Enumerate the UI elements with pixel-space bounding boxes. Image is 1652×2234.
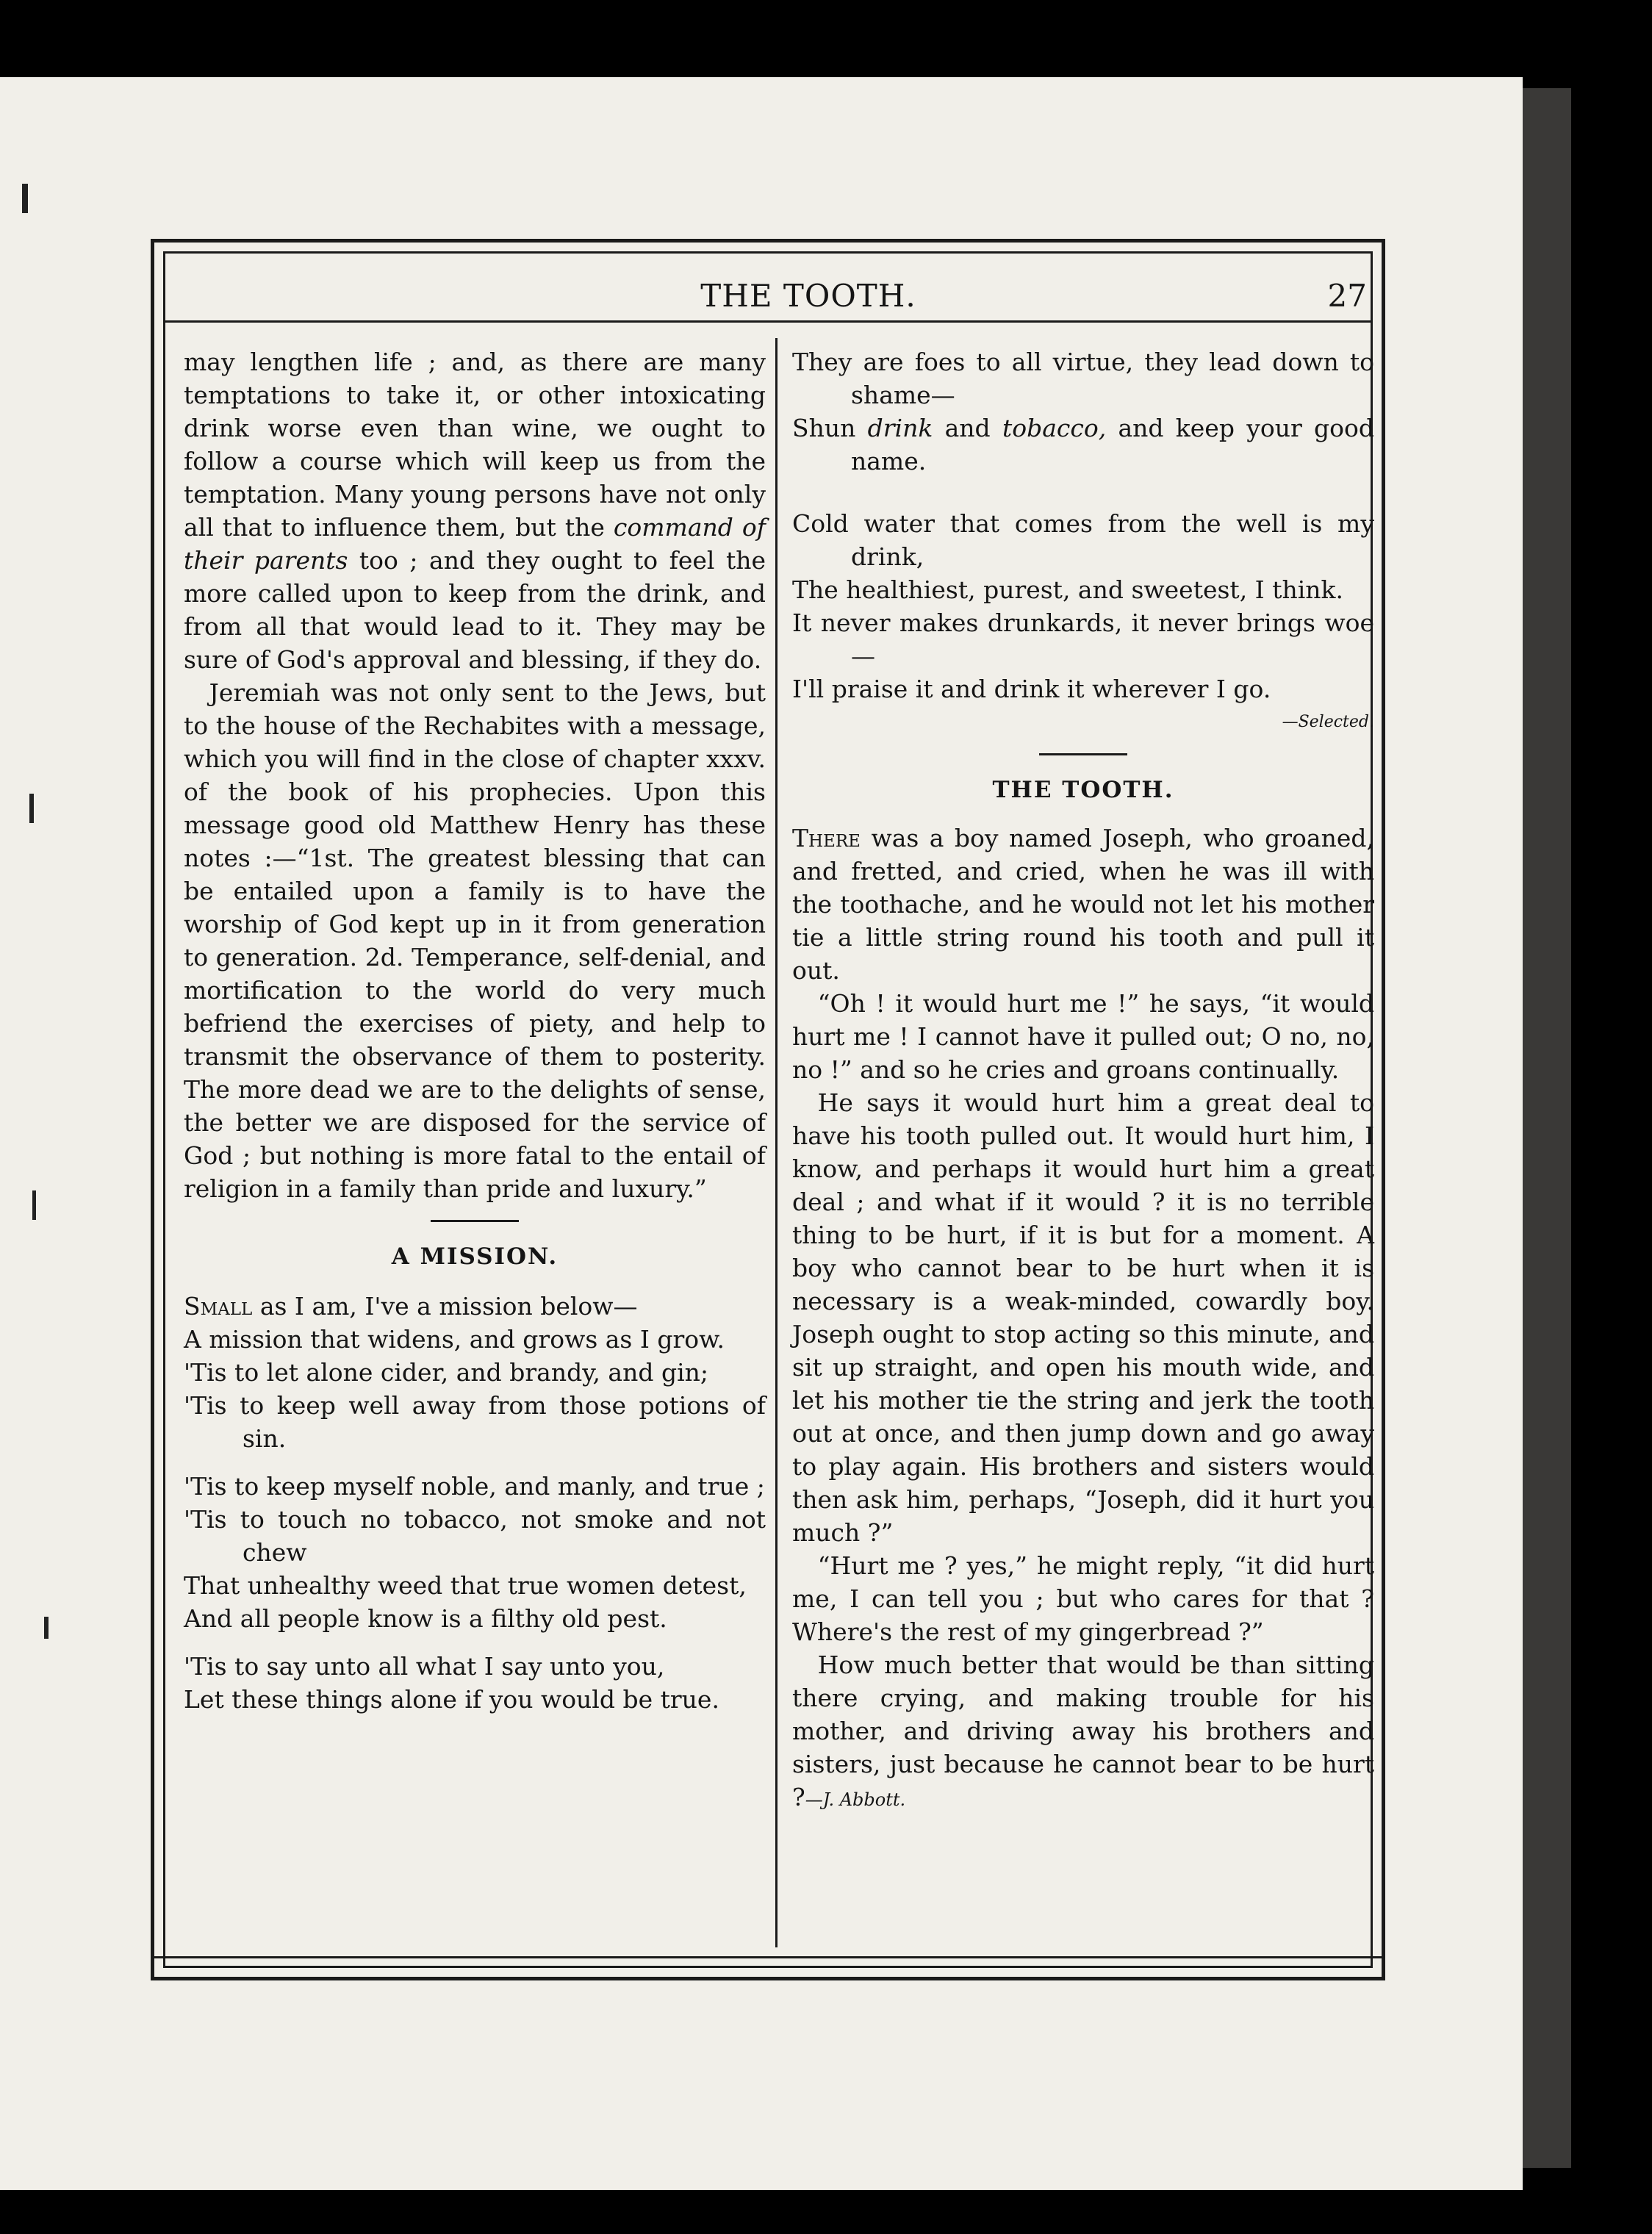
verse-line: 'Tis to say unto all what I say unto you, [184, 1652, 665, 1681]
page-number: 27 [1327, 278, 1367, 314]
verse-text: and [944, 414, 991, 442]
paragraph-text: How much better that would be than sitting there crying, and making trouble for his mother, and driving away his brothers and sisters, just because he cannot bear to be hurt ? [792, 1651, 1374, 1811]
verse-line [792, 412, 1374, 478]
scan-speck [32, 1190, 36, 1220]
paragraph: He says it would hurt him a great deal to have his tooth pulled out. It would hurt him, I know, and perhaps it would hurt him a great deal ; and what if it would ? it is no terrible thing to be hurt, if it is but for a moment. A boy who cannot bear to be hurt when it is necessary is a weak-minded, cowardly boy. Joseph ought to stop acting so this minute, and sit up straight, and open his mouth wide, and let his mother tie the string and jerk the tooth out at once, and then jump down and go away to play again. His brothers and sisters would then ask him, perhaps, “Joseph, did it hurt you much ?” [792, 1088, 1374, 1547]
drop-word: Small [184, 1292, 253, 1321]
emphasis-text: tobacco, [1002, 414, 1107, 442]
running-title: THE TOOTH. [700, 278, 916, 314]
paragraph: Jeremiah was not only sent to the Jews, but to the house of the Rechabites with a message, which you will find in the close of chapter xxxv. of the book of his prophecies. Upon this message good old Matthew Henry has these notes :—“1st. The greatest blessing that can be entailed upon a family is to have the worship of God kept up in it from generation to generation. 2d. Temperance, self-denial, and mortification to the world do very much befriend the exercises of piety, and help to transmit the observance of them to posterity. The more dead we are to the delights of sense, the better we are disposed for the service of God ; but nothing is more fatal to the entail of religion in a family than pride and luxury.” [184, 678, 766, 1203]
section-title: THE TOOTH. [992, 777, 1174, 803]
verse-text: Shun [792, 414, 856, 442]
verse-line: 'Tis to let alone cider, and brandy, and gin; [184, 1358, 709, 1387]
verse-credit: —Selected. [1282, 713, 1374, 731]
article-credit: —J. Abbott. [805, 1789, 906, 1810]
verse-line: That unhealthy weed that true women detest, [184, 1571, 747, 1600]
verse-line: I'll praise it and drink it wherever I go. [792, 675, 1271, 703]
section-divider [1039, 753, 1127, 755]
left-column [184, 345, 766, 1716]
verse-line: A mission that widens, and grows as I grow. [184, 1325, 725, 1354]
section-title: A MISSION. [391, 1243, 559, 1270]
drop-word: There [792, 824, 861, 852]
bottom-rule [151, 1956, 1385, 1958]
paragraph [792, 1648, 1374, 1817]
verse-line: They are foes to all virtue, they lead down to shame— [792, 348, 1374, 409]
verse-text: and keep your good name. [851, 414, 1374, 475]
book-edge [1523, 88, 1571, 2168]
verse-line: 'Tis to keep well away from those potions of sin. [184, 1391, 766, 1453]
right-column [792, 345, 1374, 1817]
section-divider [431, 1220, 519, 1222]
paragraph-text: too ; and they ought to feel the more called upon to keep from the drink, and from all that would lead to it. They may be sure of God's approval and blessing, if they do. [184, 546, 766, 674]
verse-line: And all people know is a filthy old pest. [184, 1604, 667, 1633]
emphasis-text: drink [867, 414, 933, 442]
emphasis-text: command of their parents [184, 513, 766, 575]
paragraph [792, 822, 1374, 987]
paragraph: “Oh ! it would hurt me !” he says, “it would hurt me ! I cannot have it pulled out; O no, no, no !” and so he cries and groans continually. [792, 989, 1374, 1084]
paragraph-text: was a boy named Joseph, who groaned, and fretted, and cried, when he was ill with the toothache, and he would not let his mother tie a little string round his tooth and pull it out. [792, 824, 1374, 985]
column-divider [775, 338, 777, 1947]
verse-line: 'Tis to keep myself noble, and manly, and true ; [184, 1472, 765, 1501]
header-rule [163, 320, 1373, 323]
verse-line: 'Tis to touch no tobacco, not smoke and not chew [184, 1505, 766, 1567]
verse-line: It never makes drunkards, it never brings woe— [792, 608, 1374, 670]
scan-speck [44, 1617, 49, 1639]
verse-line: Let these things alone if you would be true. [184, 1685, 719, 1714]
verse-line: The healthiest, purest, and sweetest, I think. [792, 575, 1344, 604]
verse-line [184, 1290, 766, 1323]
paragraph-text: may lengthen life ; and, as there are many temptations to take it, or other intoxicating drink worse even than wine, we ought to follow a course which will keep us from the temptation. Many young persons have not only all that to influence them, but the [184, 348, 766, 542]
paragraph: “Hurt me ? yes,” he might reply, “it did hurt me, I can tell you ; but who cares for that ? Where's the rest of my gingerbread ?” [792, 1551, 1374, 1646]
paragraph [184, 345, 766, 676]
scan-speck [22, 184, 28, 213]
scan-speck [29, 794, 34, 823]
verse-line: Cold water that comes from the well is my drink, [792, 509, 1374, 571]
verse-text: as I am, I've a mission below— [259, 1292, 638, 1321]
